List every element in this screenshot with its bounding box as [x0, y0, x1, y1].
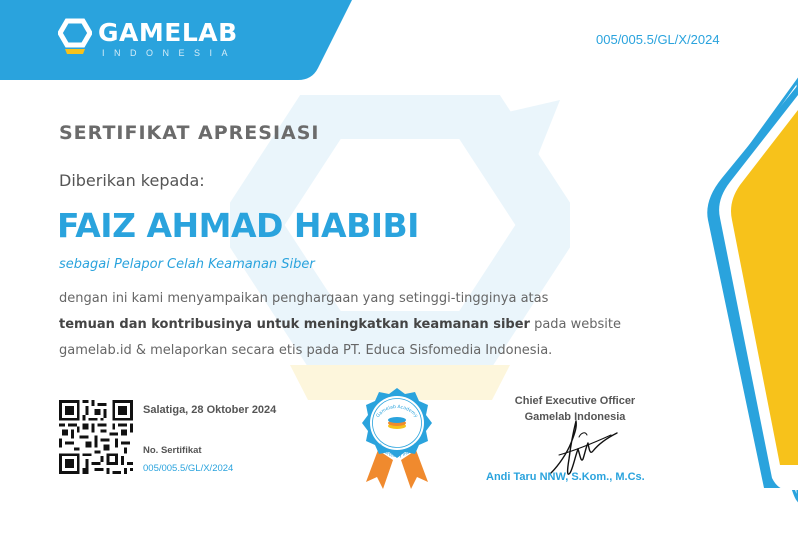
logo-name: GAMELAB [98, 18, 238, 47]
given-to-label: Diberikan kepada: [59, 171, 205, 190]
certificate-body [59, 286, 659, 364]
body-line-2-bold: temuan dan kontribusinya untuk meningkatkan keamanan siber [59, 317, 530, 332]
certificate-title: SERTIFIKAT APRESIASI [59, 122, 320, 144]
signer-title-line-2: Gamelab Indonesia [524, 411, 626, 423]
signer-name: Andi Taru NNW, S.Kom., M.Cs. [486, 471, 645, 483]
recipient-role: sebagai Pelapor Celah Keamanan Siber [59, 257, 315, 272]
certificate-number-label: No. Sertifikat [143, 445, 202, 456]
body-line-2-rest: pada website [529, 317, 622, 332]
gamelab-logo [58, 18, 258, 66]
badge-text-bottom: Supported by Industry [375, 443, 419, 460]
gamelab-logo-icon [58, 18, 92, 56]
logo-subtitle: INDONESIA [102, 48, 238, 58]
badge-text-top: Gamelab Academy [375, 404, 419, 419]
award-badge [352, 384, 442, 492]
recipient-name: FAIZ AHMAD HABIBI [57, 206, 419, 245]
body-line-3: gamelab.id & melaporkan secara etis pada PT. Educa Sisfomedia Indonesia. [59, 343, 553, 358]
issue-place-date: Salatiga, 28 Oktober 2024 [143, 404, 277, 416]
certificate-number: 005/005.5/GL/X/2024 [143, 463, 234, 474]
signer-title-line-1: Chief Executive Officer [514, 395, 636, 407]
side-decoration [660, 70, 798, 510]
qr-code [59, 400, 133, 474]
body-line-1: dengan ini kami menyampaikan penghargaan yang setinggi-tingginya atas [59, 291, 549, 306]
body-line-2 [59, 312, 659, 338]
top-certificate-code: 005/005.5/GL/X/2024 [596, 32, 720, 47]
